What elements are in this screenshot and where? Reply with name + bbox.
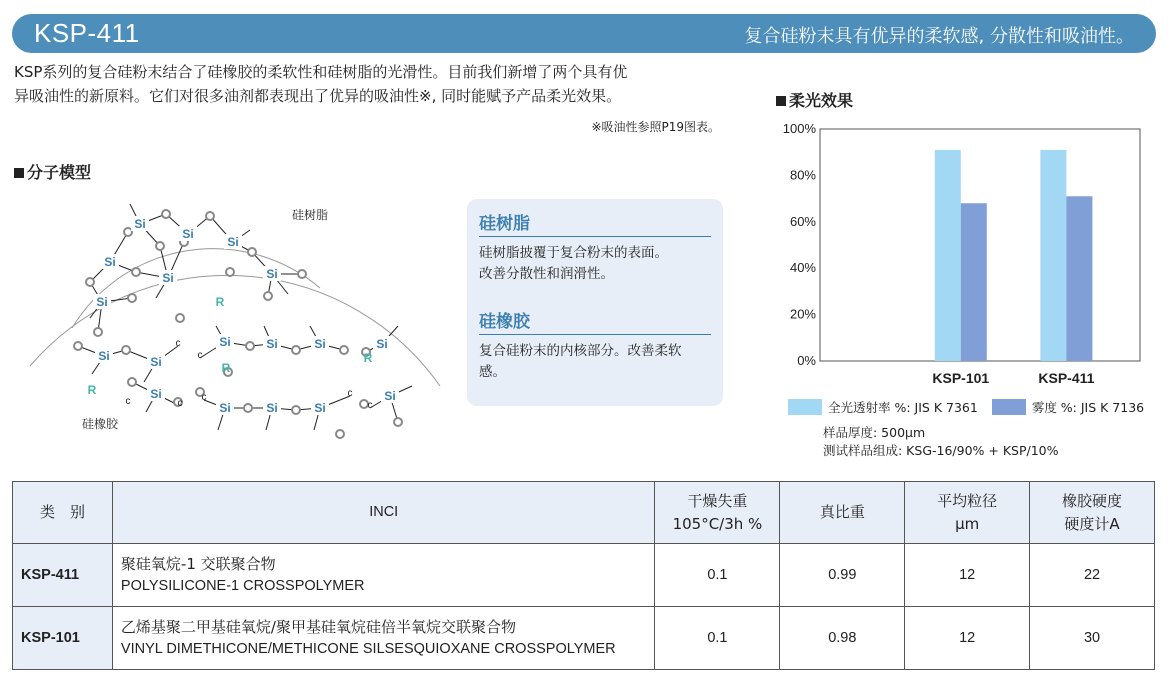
oil-absorption-note: ※吸油性参照P19图表。 — [591, 120, 720, 134]
soft-focus-chart — [760, 115, 1160, 395]
r-group-label: R — [87, 383, 97, 397]
row-inci: 乙烯基聚二甲基硅氧烷/聚甲基硅氧烷硅倍半氧烷交联聚合物 VINYL DIMETHICONE/METHICONE SILSESQUIOXANE CROSSPOLYMER — [112, 607, 655, 670]
chart-legend — [788, 398, 1158, 416]
bar-ksp-101-series-0 — [935, 150, 961, 361]
resin-label: 硅树脂 — [292, 208, 329, 222]
resin-heading: 硅树脂 — [479, 209, 711, 237]
header-loss-on-drying: 干燥失重 105°C/3h % — [655, 482, 780, 544]
carbon-label: c — [125, 396, 131, 407]
row-loss: 0.1 — [655, 544, 780, 607]
rubber-arc — [30, 275, 440, 386]
header-category: 类 别 — [13, 482, 113, 544]
resin-description: 硅树脂披覆于复合粉末的表面。 改善分散性和润滑性。 — [479, 245, 668, 282]
si-atom-label: Si — [182, 227, 194, 241]
y-tick-label: 20% — [789, 306, 816, 322]
carbon-label: c — [347, 388, 353, 399]
x-category-label: KSP-411 — [1038, 370, 1095, 386]
y-tick-label: 0% — [797, 353, 816, 368]
r-group-label: R — [363, 351, 373, 365]
si-atom-label: Si — [98, 349, 110, 363]
r-group-label: R — [215, 295, 225, 309]
carbon-label: c — [367, 400, 373, 411]
legend-swatch-haze — [992, 399, 1026, 415]
component-info-box — [467, 199, 723, 406]
chart-section-title: 柔光效果 — [776, 88, 853, 111]
legend-swatch-transmittance — [788, 399, 822, 415]
si-atom-label: Si — [162, 271, 174, 285]
carbon-label: c — [175, 338, 181, 349]
title-banner — [12, 14, 1156, 53]
row-specific-gravity: 0.98 — [780, 607, 905, 670]
row-code: KSP-101 — [13, 607, 113, 670]
model-section-title: 分子模型 — [14, 160, 91, 183]
row-loss: 0.1 — [655, 607, 780, 670]
legend-item-haze: 雾度 %: JIS K 7136 — [992, 398, 1144, 416]
si-atom-label: Si — [314, 337, 326, 351]
row-code: KSP-411 — [13, 544, 113, 607]
header-inci: INCI — [112, 482, 655, 544]
intro-line-1: KSP系列的复合硅粉末结合了硅橡胶的柔软性和硅树脂的光滑性。目前我们新增了两个具有优 — [14, 63, 628, 81]
si-atom-label: Si — [219, 335, 231, 349]
header-specific-gravity: 真比重 — [780, 482, 905, 544]
row-specific-gravity: 0.99 — [780, 544, 905, 607]
si-atom-label: Si — [266, 267, 278, 281]
y-tick-label: 60% — [789, 213, 816, 229]
intro-line-2: 异吸油性的新原料。它们对很多油剂都表现出了优异的吸油性※, 同时能赋予产品柔光效果。 — [14, 87, 622, 105]
square-bullet-icon — [776, 96, 786, 106]
y-tick-label: 40% — [789, 260, 816, 276]
y-tick-label: 100% — [782, 121, 816, 136]
molecule-network — [74, 204, 412, 438]
bar-ksp-101-series-1 — [961, 203, 987, 361]
sample-composition: 测试样品组成: KSG-16/90% + KSP/10% — [823, 443, 1059, 458]
si-atom-label: Si — [150, 387, 162, 401]
product-code: KSP-411 — [34, 18, 140, 48]
header-rubber-hardness: 橡胶硬度 硬度计A — [1030, 482, 1155, 544]
sample-thickness: 样品厚度: 500μm — [823, 425, 926, 440]
row-hardness: 22 — [1030, 544, 1155, 607]
si-atom-label: Si — [384, 389, 396, 403]
si-atom-label: Si — [150, 355, 162, 369]
row-particle-size: 12 — [905, 607, 1030, 670]
spec-table — [12, 481, 1155, 670]
x-category-label: KSP-101 — [932, 370, 990, 386]
si-atom-label: Si — [376, 337, 388, 351]
bar-ksp-411-series-1 — [1066, 196, 1092, 361]
molecular-model-diagram — [20, 186, 460, 466]
table-row — [13, 607, 1155, 670]
rubber-description: 复合硅粉末的内核部分。改善柔软 感。 — [479, 343, 682, 380]
si-atom-label: Si — [219, 401, 231, 415]
square-bullet-icon — [14, 168, 24, 178]
row-hardness: 30 — [1030, 607, 1155, 670]
table-row — [13, 544, 1155, 607]
product-tagline: 复合硅粉末具有优异的柔软感, 分散性和吸油性。 — [744, 26, 1134, 47]
table-header-row — [13, 482, 1155, 544]
carbon-label: c — [197, 350, 203, 361]
intro-text — [14, 60, 734, 108]
carbon-label: c — [177, 398, 183, 409]
si-atom-label: Si — [227, 235, 239, 249]
header-particle-size: 平均粒径 μm — [905, 482, 1030, 544]
row-inci: 聚硅氧烷-1 交联聚合物 POLYSILICONE-1 CROSSPOLYMER — [112, 544, 655, 607]
bar-ksp-411-series-0 — [1040, 150, 1066, 361]
rubber-label: 硅橡胶 — [82, 417, 119, 431]
si-atom-label: Si — [314, 401, 326, 415]
row-particle-size: 12 — [905, 544, 1030, 607]
si-atom-label: Si — [96, 295, 108, 309]
legend-item-transmittance: 全光透射率 %: JIS K 7361 — [788, 398, 978, 416]
si-atom-label: Si — [266, 337, 278, 351]
r-group-label: R — [221, 361, 231, 375]
si-atom-label: Si — [266, 401, 278, 415]
rubber-heading: 硅橡胶 — [479, 307, 711, 335]
sample-info — [823, 424, 1059, 460]
si-atom-label: Si — [134, 217, 146, 231]
si-atom-label: Si — [104, 255, 116, 269]
y-tick-label: 80% — [789, 167, 816, 183]
carbon-label: c — [201, 392, 207, 403]
